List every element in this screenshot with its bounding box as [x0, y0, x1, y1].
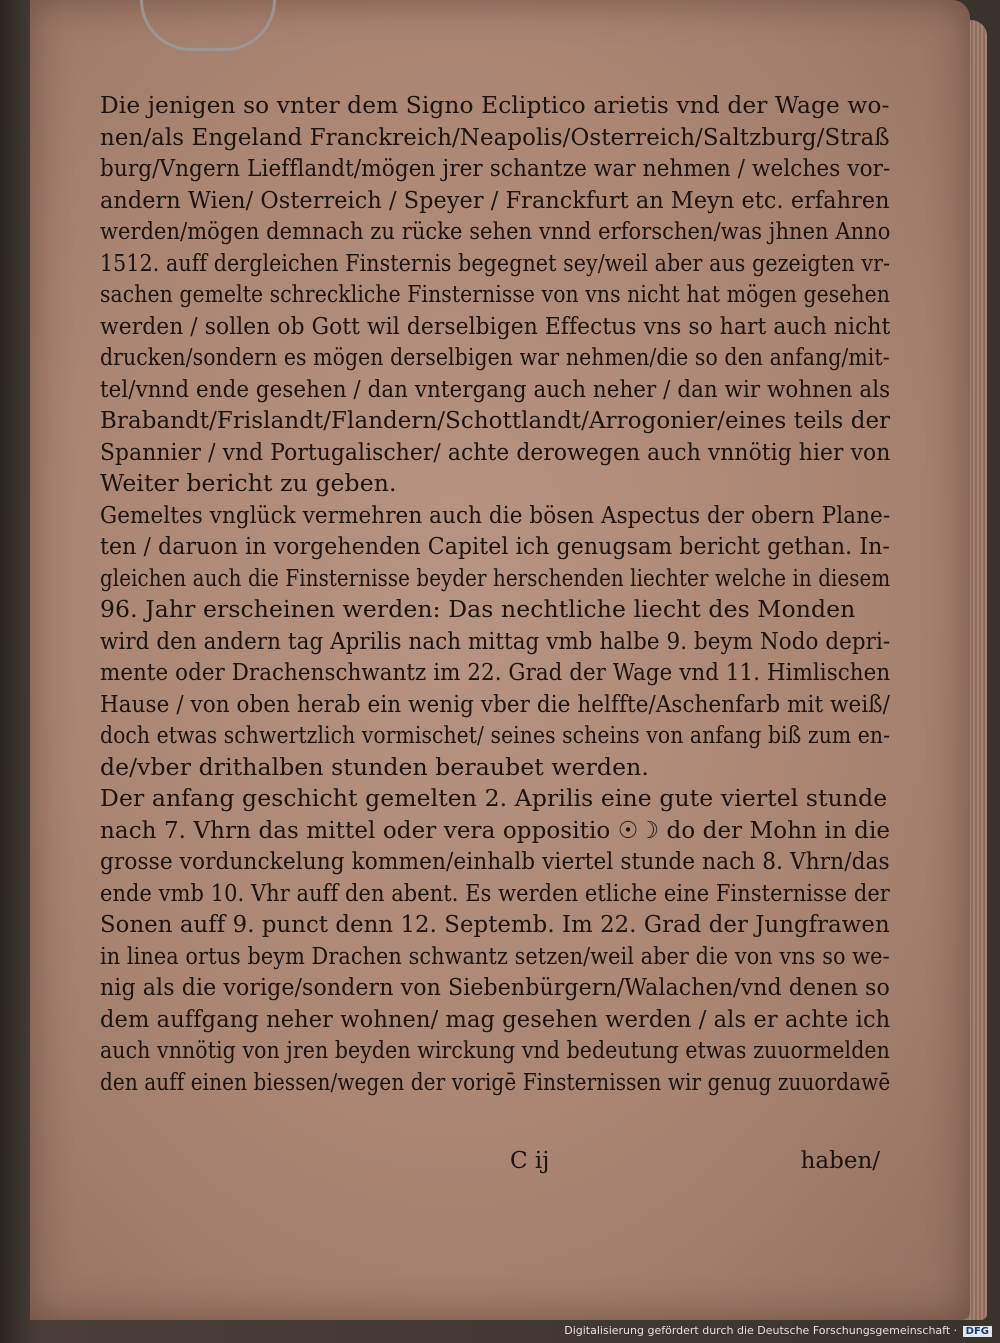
page-footer: [100, 1148, 880, 1180]
text-line: sachen gemelte schreckliche Finsternisse von vns nicht hat mögen gesehen: [100, 280, 890, 308]
text-line: auch vnnötig von jren beyden wirckung vnd bedeutung etwas zuuormelden: [100, 1036, 890, 1064]
dfg-logo: DFG: [963, 1326, 992, 1337]
text-line: Gemeltes vnglück vermehren auch die bösen Aspectus der obern Plane-: [100, 500, 891, 529]
text-line: in linea ortus beym Drachen schwantz setzen/weil aber die von vns so we-: [100, 941, 890, 970]
text-line: Hause / von oben herab ein wenig vber die helffte/Aschenfarb mit weiß/: [100, 689, 890, 718]
text-line: burg/Vngern Liefflandt/mögen jrer schantze war nehmen / welches vor-: [100, 154, 891, 182]
text-line: 96. Jahr erscheinen werden: Das nechtliche liecht des Monden: [100, 595, 856, 623]
text-line: werden/mögen demnach zu rücke sehen vnnd erforschen/was jhnen Anno: [100, 217, 891, 245]
text-line: doch etwas schwertzlich vormischet/ seines scheins von anfang biß zum en-: [100, 721, 891, 749]
text-line: ten / daruon in vorgehenden Capitel ich genugsam bericht gethan. In-: [100, 532, 890, 560]
text-line: Sonen auff 9. punct denn 12. Septemb. Im 22. Grad der Jungfrawen: [100, 910, 890, 938]
page-text: [100, 90, 890, 1098]
text-line: 1512. auff dergleichen Finsternis begegnet sey/weil aber aus gezeigten vr-: [100, 248, 891, 277]
text-line: nen/als Engeland Franckreich/Neapolis/Osterreich/Saltzburg/Straß: [100, 122, 890, 151]
text-line: de/vber drithalben stunden beraubet werden.: [100, 752, 649, 781]
digitization-credit: [564, 1324, 992, 1337]
text-line: Brabandt/Frislandt/Flandern/Schottlandt/Arrogonier/eines teils der: [100, 406, 891, 434]
text-line: Spannier / vnd Portugalischer/ achte derowegen auch vnnötig hier von: [100, 437, 891, 466]
text-line: gleichen auch die Finsternisse beyder herschenden liechter welche in diesem: [100, 563, 891, 592]
text-line: dem auffgang neher wohnen/ mag gesehen werden / als er achte ich: [100, 1004, 891, 1033]
text-line: den auff einen biessen/wegen der vorigē Finsternissen wir genug zuuordawē: [100, 1067, 891, 1096]
catchword: haben/: [800, 1148, 880, 1174]
text-line: mente oder Drachenschwantz im 22. Grad der Wage vnd 11. Himlischen: [100, 658, 891, 686]
text-line: werden / sollen ob Gott wil derselbigen Effectus vns so hart auch nicht: [100, 311, 891, 340]
credit-text: Digitalisierung gefördert durch die Deutsche Forschungsgemeinschaft ·: [564, 1324, 958, 1337]
text-line: ende vmb 10. Vhr auff den abent. Es werden etliche eine Finsternisse der: [100, 878, 890, 907]
text-line: Die jenigen so vnter dem Signo Ecliptico arietis vnd der Wage wo-: [100, 91, 890, 119]
text-line: Weiter bericht zu geben.: [100, 469, 397, 497]
text-line: wird den andern tag Aprilis nach mittag vmb halbe 9. beym Nodo depri-: [100, 626, 891, 655]
signature-mark: C ij: [510, 1148, 550, 1174]
text-line: drucken/sondern es mögen derselbigen war nehmen/die so den anfang/mit-: [100, 343, 890, 371]
text-line: nach 7. Vhrn das mittel oder vera oppositio ☉☽ do der Mohn in die: [100, 815, 891, 844]
text-line: andern Wien/ Osterreich / Speyer / Franckfurt an Meyn etc. erfahren: [100, 185, 890, 214]
text-line: nig als die vorige/sondern von Siebenbürgern/Walachen/vnd denen so: [100, 973, 890, 1001]
text-line: Der anfang geschicht gemelten 2. Aprilis eine gute viertel stunde: [100, 784, 888, 812]
text-line: grosse vordunckelung kommen/einhalb viertel stunde nach 8. Vhrn/das: [100, 847, 890, 875]
text-line: tel/vnnd ende gesehen / dan vntergang auch neher / dan wir wohnen als: [100, 374, 891, 403]
